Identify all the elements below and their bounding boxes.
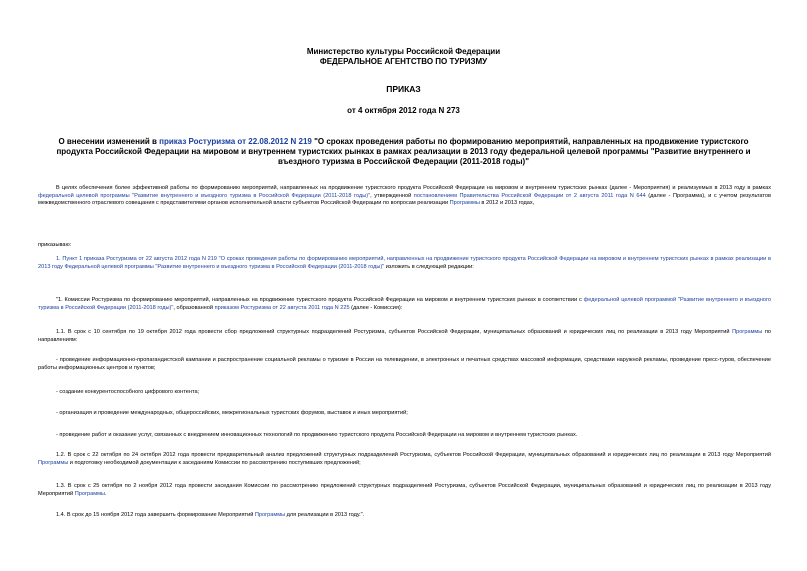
link-government-decree-644[interactable]: постановлением Правительства Российской Федерации от 2 августа 2011 года N 644 <box>413 192 646 199</box>
paragraph-preamble <box>38 185 771 208</box>
bullet-innovation <box>38 432 771 440</box>
prikazyvayu-text: приказываю: <box>38 242 72 248</box>
link-program-1-2[interactable]: Программы <box>38 459 69 466</box>
paragraph-1-3 <box>38 483 771 498</box>
bullet-information-campaign <box>38 357 771 372</box>
link-program[interactable]: Программы <box>449 200 480 207</box>
item-1-text-after: изложить в следующей редакции: <box>384 263 474 270</box>
item-1-3-text-b: . <box>104 490 107 497</box>
bullet-2-text: - создание конкурентоспособного цифрового контента; <box>56 389 200 395</box>
commission-text-c: (далее - Комиссия): <box>349 304 403 311</box>
link-federal-program[interactable]: федеральной целевой программы "Развитие внутреннего и въездного туризма в Российской Федерации (2011-2018 годы)" <box>38 192 371 199</box>
title-link-order-219[interactable]: приказ Ростуризма от 22.08.2012 N 219 <box>159 137 312 146</box>
item-1-2-text-a: 1.2. В срок с 22 октября по 24 октября 2012 года провести предварительный анализ предложений структурных подразделений Ростуризма, субъектов Российской Федерации, муниципальных образований и юридических лиц по реализации в 2013 году Мероприятий <box>56 452 771 458</box>
paragraph-item-1 <box>38 256 771 271</box>
link-program-1-4[interactable]: Программы <box>254 512 286 518</box>
bullet-forums <box>38 410 771 418</box>
paragraph-1-2 <box>38 452 771 467</box>
item-1-1-text-b: по направлениям: <box>38 329 771 343</box>
document-type: ПРИКАЗ <box>386 84 421 94</box>
preamble-text-b: , утвержденной <box>370 192 414 199</box>
link-order-219-item-1[interactable]: 1. Пункт 1 приказа Ростуризма от 22 августа 2012 года N 219 "О сроках проведения работы по формированию мероприятий, направленных на продвижение туристского продукта Российской Федерации на мировом и внутреннем туристских рынках в рамках реализации в 2013 году Федеральной целевой программы "Развитие внутреннего и въездного туризма в Российской Федерации (2011-2018 годы)" <box>38 256 771 270</box>
item-1-3-text-a: 1.3. В срок с 25 октября по 2 ноября 2012 года провести заседания Комиссии по рассмотрению предложений структурных подразделений Ростуризма, субъектов Российской Федерации, муниципальных образований и юридических лиц по реализации в 2013 году Мероприятий <box>38 483 771 497</box>
bullet-1-text: - проведение информационно-пропагандистской кампании и распространение социальной рекламы о туризме в России на телевидении, в электронных и печатных средствах массовой информации, средствами наружной рекламы, проведение пресс-туров, обеспечение работы информационных центров и пунктов; <box>38 357 771 371</box>
document-date-number: от 4 октября 2012 года N 273 <box>347 106 460 115</box>
bullet-digital-content <box>38 389 771 397</box>
commission-text-b: , образованной <box>173 304 215 311</box>
preamble-text-d: в 2012 и 2013 годах, <box>479 200 535 207</box>
item-1-4-text-a: 1.4. В срок до 15 ноября 2012 года завершить формирование Мероприятий <box>56 512 255 518</box>
title-text-after: "О сроках проведения работы по формированию мероприятий, направленных на продвижение туристского продукта Российской Федерации на мировом и внутреннем туристских рынках в рамках реализации в 2013 году федеральной целевой программы "Развитие внутреннего и въездного туризма в Российской Федерации (2011-2018 годы)" <box>56 137 751 166</box>
paragraph-commission <box>38 297 771 312</box>
title-text-before: О внесении изменений в <box>58 137 160 146</box>
item-1-4-text-b: для реализации в 2013 году.". <box>285 512 365 518</box>
link-program-1-3[interactable]: Программы <box>74 490 105 497</box>
link-order-225[interactable]: приказом Ростуризма от 22 августа 2011 года N 225 <box>214 304 350 311</box>
item-1-2-text-b: и подготовку необходимой документации к заседаниям Комиссии по рассмотрению поступивших предложений; <box>68 459 361 466</box>
bullet-4-text: - проведение работ и оказание услуг, связанных с внедрением инновационных технологий по продвижению туристского продукта Российской Федерации на мировом и внутреннем туристских рынках. <box>56 432 578 438</box>
item-1-1-text-a: 1.1. В срок с 10 сентября по 19 октября 2012 года провести сбор предложений структурных подразделений Ростуризма, субъектов Российской Федерации, муниципальных образований и юридических лиц по реализации в 2013 году Мероприятий <box>56 329 733 335</box>
document-title <box>44 137 764 167</box>
preamble-text-c: (далее - Программа), и с учетом результатов межведомственного отраслевого совещания с представителями органов исполнительной власти субъектов Российской Федерации по вопросам реализации <box>38 192 772 207</box>
agency-name: ФЕДЕРАЛЬНОЕ АГЕНТСТВО ПО ТУРИЗМУ <box>319 57 488 66</box>
commission-text-a: "1. Комиссии Ростуризма по формированию мероприятий, направленных на продвижение туристского продукта Российской Федерации на мировом и внутреннем туристских рынках в соответствии с <box>56 297 584 303</box>
paragraph-1-4 <box>38 512 771 520</box>
link-federal-program-2[interactable]: федеральной целевой программой "Развитие внутреннего и въездного туризма в Российской Федерации (2011-2018 годы)" <box>38 297 771 311</box>
bullet-3-text: - организация и проведение международных, общероссийских, межрегиональных туристских форумов, выставок и иных мероприятий; <box>56 410 408 416</box>
paragraph-prikazyvayu <box>38 242 771 250</box>
preamble-text-a: В целях обеспечения более эффективной работы по формированию мероприятий, направленных на продвижение туристского продукта Российской Федерации на мировом и внутреннем туристских рынках (далее - Мероприятия) и реализуемых в 2013 году в рамках <box>56 185 771 191</box>
paragraph-1-1 <box>38 329 771 344</box>
link-program-1-1[interactable]: Программы <box>732 329 763 335</box>
ministry-name: Министерство культуры Российской Федерации <box>306 47 501 56</box>
